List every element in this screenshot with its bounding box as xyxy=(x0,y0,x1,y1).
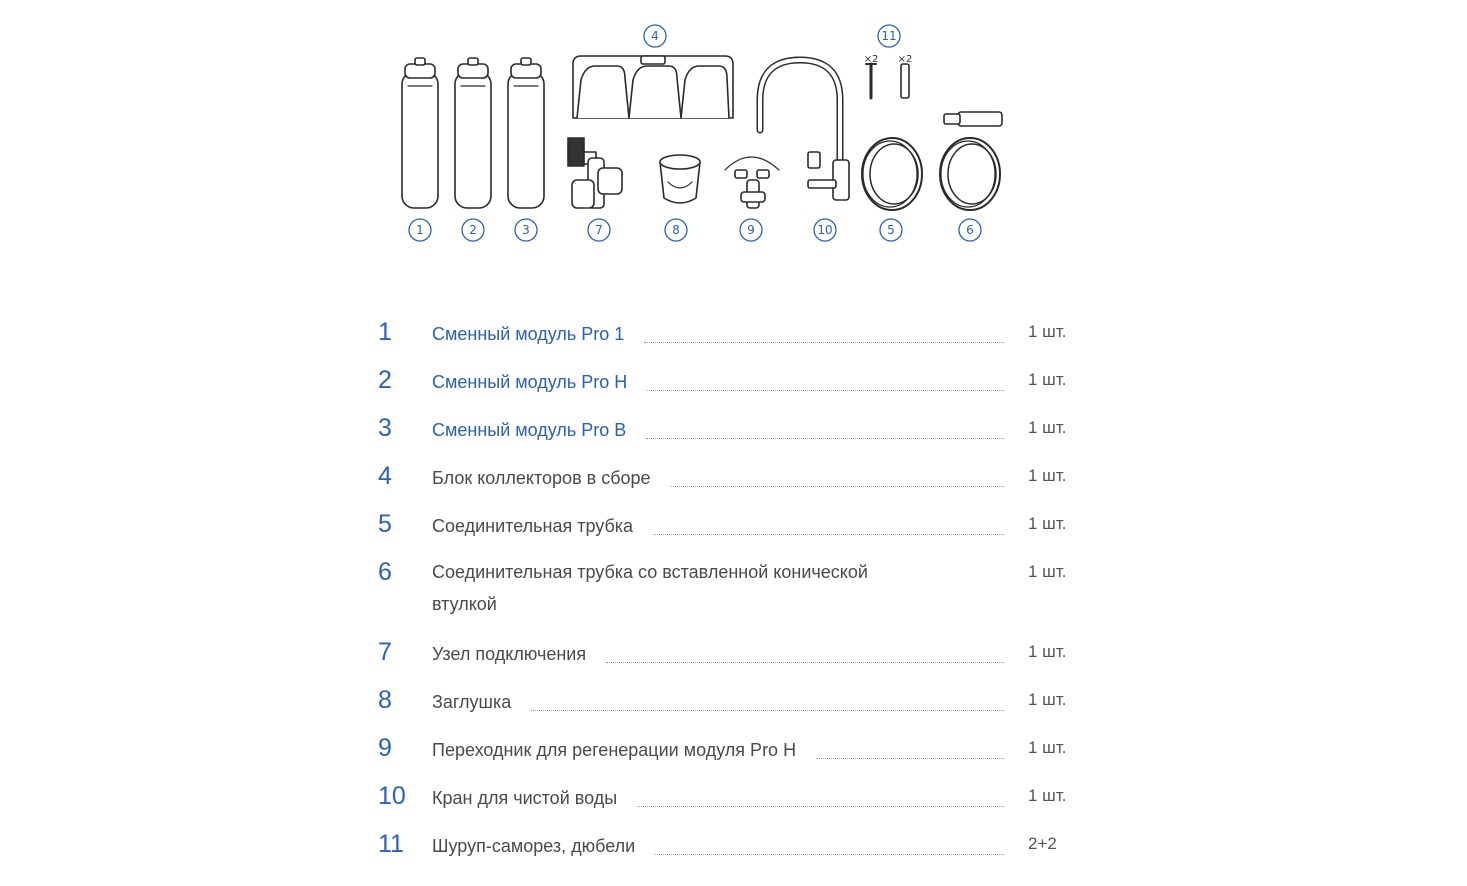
dotted-leader xyxy=(647,370,1004,391)
tube-with-sleeve-drawing xyxy=(940,112,1002,210)
item-number: 9 xyxy=(378,734,392,762)
item-name: Сменный модуль Pro H xyxy=(432,372,628,392)
item-quantity: 1 шт. xyxy=(1028,322,1067,341)
dotted-leader xyxy=(646,418,1004,439)
callout-7 xyxy=(588,219,610,241)
item-name: Соединительная трубка xyxy=(432,516,634,536)
faucet-drawing xyxy=(760,60,849,200)
callout-8 xyxy=(665,219,687,241)
item-quantity: 1 шт. xyxy=(1028,418,1067,437)
item-name: Блок коллекторов в сборе xyxy=(432,468,651,488)
dotted-leader xyxy=(671,466,1004,487)
svg-text:6: 6 xyxy=(966,223,974,237)
item-number: 6 xyxy=(378,558,392,586)
cartridge-2-drawing xyxy=(455,58,491,208)
screw-multiplier: ×2 xyxy=(863,54,879,65)
dowel-multiplier: ×2 xyxy=(897,54,913,65)
callout-11 xyxy=(878,25,900,47)
item-quantity: 1 шт. xyxy=(1028,466,1067,485)
svg-text:4: 4 xyxy=(651,29,659,43)
dotted-leader xyxy=(531,690,1004,711)
list-item xyxy=(378,552,1068,632)
kit-contents-list xyxy=(378,312,1068,872)
item-number: 1 xyxy=(378,318,392,346)
list-item xyxy=(378,680,1068,728)
svg-text:8: 8 xyxy=(672,223,680,237)
collector-block-drawing xyxy=(573,56,733,118)
svg-text:5: 5 xyxy=(887,223,895,237)
dotted-leader xyxy=(637,786,1004,807)
dotted-leader xyxy=(655,834,1004,855)
kit-illustration xyxy=(380,18,1020,250)
callout-4 xyxy=(644,25,666,47)
dotted-leader xyxy=(816,738,1004,759)
list-item xyxy=(378,728,1068,776)
svg-text:3: 3 xyxy=(522,223,530,237)
item-quantity: 1 шт. xyxy=(1028,690,1067,709)
item-number: 5 xyxy=(378,510,392,538)
list-item xyxy=(378,360,1068,408)
callout-2 xyxy=(462,219,484,241)
item-quantity: 1 шт. xyxy=(1028,642,1067,661)
list-item xyxy=(378,824,1068,872)
item-quantity: 1 шт. xyxy=(1028,562,1067,581)
list-item xyxy=(378,408,1068,456)
item-quantity: 1 шт. xyxy=(1028,738,1067,757)
callout-5 xyxy=(880,219,902,241)
dotted-leader xyxy=(644,322,1004,343)
item-name: Узел подключения xyxy=(432,644,587,664)
item-quantity: 2+2 xyxy=(1028,834,1057,853)
svg-text:11: 11 xyxy=(881,29,897,43)
list-item xyxy=(378,312,1068,360)
callout-6 xyxy=(959,219,981,241)
connecting-tube-drawing xyxy=(862,138,922,210)
svg-text:7: 7 xyxy=(595,223,603,237)
list-item xyxy=(378,456,1068,504)
item-number: 3 xyxy=(378,414,392,442)
item-number: 4 xyxy=(378,462,392,490)
list-item xyxy=(378,504,1068,552)
screw-drawing xyxy=(866,64,876,98)
item-name: Кран для чистой воды xyxy=(432,788,618,808)
connection-valve-drawing xyxy=(568,138,622,208)
dowel-drawing xyxy=(901,64,909,98)
dotted-leader xyxy=(606,642,1004,663)
callout-3 xyxy=(515,219,537,241)
svg-text:9: 9 xyxy=(747,223,755,237)
item-name: Соединительная трубка со вставленной конической втулкой xyxy=(432,562,868,614)
regeneration-adapter-drawing xyxy=(725,157,779,208)
item-name: Сменный модуль Pro B xyxy=(432,420,627,440)
item-name: Переходник для регенерации модуля Pro H xyxy=(432,740,797,760)
item-number: 10 xyxy=(378,782,406,810)
svg-text:10: 10 xyxy=(817,223,833,237)
list-item xyxy=(378,632,1068,680)
dotted-leader xyxy=(653,514,1004,535)
item-quantity: 1 шт. xyxy=(1028,786,1067,805)
callout-1 xyxy=(409,219,431,241)
item-quantity: 1 шт. xyxy=(1028,370,1067,389)
svg-text:2: 2 xyxy=(469,223,477,237)
item-name: Заглушка xyxy=(432,692,512,712)
callout-9 xyxy=(740,219,762,241)
item-number: 7 xyxy=(378,638,392,666)
item-name: Шуруп-саморез, дюбели xyxy=(432,836,636,856)
item-quantity: 1 шт. xyxy=(1028,514,1067,533)
plug-drawing xyxy=(660,155,700,203)
callout-10 xyxy=(814,219,836,241)
item-number: 11 xyxy=(378,830,404,858)
list-item xyxy=(378,776,1068,824)
item-name: Сменный модуль Pro 1 xyxy=(432,324,625,344)
item-number: 2 xyxy=(378,366,392,394)
cartridge-3-drawing xyxy=(508,58,544,208)
item-number: 8 xyxy=(378,686,392,714)
svg-text:1: 1 xyxy=(416,223,424,237)
cartridge-1-drawing xyxy=(402,58,438,208)
